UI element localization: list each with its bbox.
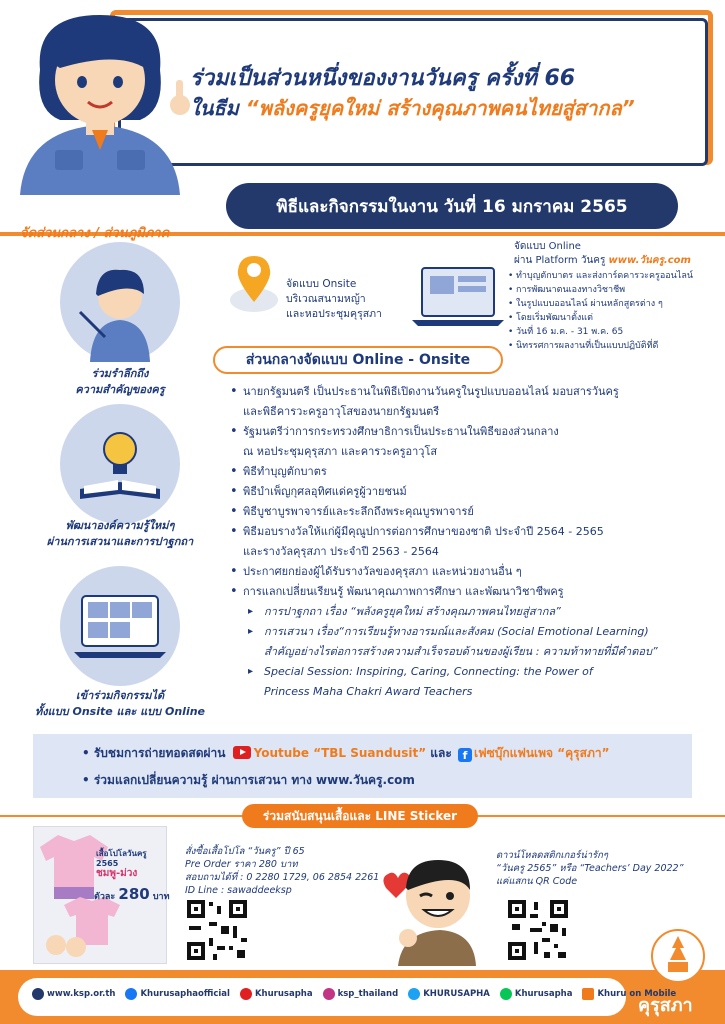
order-line: สอบถามได้ที่ : 0 2280 1729, 06 2854 2261 [185,872,380,883]
order-line: สั่งซื้อเสื้อโปโล “วันครู” ปี 65 [185,846,305,857]
footer-link-label: KHURUSAPHA [423,989,490,999]
online-heading [514,240,691,268]
list-item: และรางวัลคุรุสภา ประจำปี 2563 - 2564 [243,545,439,558]
list-item: • พิธีทำบุญตักบาตร [230,462,715,482]
footer-link-label: Khurusapha [254,989,313,999]
footer-link-instagram[interactable] [323,988,399,1000]
footer-link-facebook[interactable] [125,988,230,1000]
circle-caption-2 [20,518,220,550]
live-line-1: • รับชมการถ่ายทอดสดผ่าน Youtube “TBL Suandusit” และ f เฟซบุ๊กแฟนเพจ “คุรุสภา” [82,746,610,762]
circle-caption-3 [20,688,220,720]
download-line: แค่แสกน QR Code [496,876,578,887]
khurusapha-seal-icon [650,928,706,984]
list-item: ▸ การเสวนา เรื่อง“การเรียนรู้ทางอารมณ์และสังคม (Social Emotional Learning) [230,622,715,642]
footer-link-label: www.ksp.or.th [47,989,116,999]
globe-icon [32,988,44,1000]
caption-line: พัฒนาองค์ความรู้ใหม่ๆ [65,519,175,532]
footer-link-label: Khuru on Mobile [597,989,677,999]
footer-link-website[interactable] [32,988,115,1000]
facebook-page-link[interactable]: เฟซบุ๊กแฟนเพจ “คุรุสภา” [473,746,610,760]
youtube-channel-link[interactable]: Youtube “TBL Suandusit” [253,746,427,760]
teacher-icon [60,242,180,362]
footer-social-links [32,988,676,1000]
shirt-ad-color: ชมพู-ม่วง [96,868,138,879]
list-item: • วันที่ 16 ม.ค. - 31 พ.ค. 65 [508,325,718,339]
online-activity-list [508,269,718,353]
list-item: • ทำบุญตักบาตร และส่งการ์ดคารวะครูออนไลน์ [508,269,718,283]
online-url-link[interactable]: www.วันครู.com [608,255,691,266]
line-icon [500,988,512,1000]
facebook-icon: f [458,748,472,762]
circle-online [60,566,180,686]
header-title-line2 [190,92,635,124]
price-label: ตัวละ [94,892,116,902]
download-line: ดาวน์โหลดสติกเกอร์น่ารักๆ [496,850,609,861]
caption-line: ร่วมรำลึกถึง [91,367,149,380]
footer-link-label: Khurusapha [514,989,573,999]
footer-link-line[interactable] [500,988,573,1000]
order-line: Pre Order ราคา 280 บาท [185,859,298,870]
footer-link-youtube[interactable] [240,988,313,1000]
header-title-prefix: ในธีม [190,96,246,120]
price-value: 280 [118,885,150,903]
online-head-line [514,254,691,268]
list-item: สำคัญอย่างไรต่อการสร้างความสำเร็จรอบด้านของผู้เรียน : ความท้าทายที่มีคำตอบ” [264,645,658,658]
central-online-onsite-pill: ส่วนกลางจัดแบบ Online - Onsite [213,346,503,374]
shirt-ad-text [96,849,166,879]
header-theme-quote: “พลังครูยุคใหม่ สร้างคุณภาพคนไทยสู่สากล” [245,96,635,120]
list-item: Princess Maha Chakri Award Teachers [264,685,473,698]
onsite-line: จัดแบบ Onsite [286,278,357,290]
list-item: ณ หอประชุมคุรุสภา และคารวะครูอาวุโส [243,445,438,458]
exchange-knowledge-text: ร่วมแลกเปลี่ยนความรู้ ผ่านการเสวนา ทาง www.วันครู.com [93,773,415,787]
circle-knowledge [60,404,180,524]
live-and: และ [426,746,456,760]
price-unit: บาท [152,892,170,902]
shirt-price [94,885,170,903]
list-item: • การแลกเปลี่ยนเรียนรู้ พัฒนาคุณภาพการศึกษา และพัฒนาวิชาชีพครู [230,582,715,602]
list-item: และพิธีคารวะครูอาวุโสของนายกรัฐมนตรี [243,405,440,418]
download-line: “วันครู 2565” หรือ “Teachers’ Day 2022” [496,863,684,874]
list-item: ▸ Special Session: Inspiring, Caring, Connecting: the Power of [230,662,715,682]
order-line: ID Line : sawaddeeksp [185,885,292,896]
brand-name: คุรุสภา [638,995,693,1016]
video-conference-icon [60,566,180,686]
youtube-icon [240,988,252,1000]
list-item: • โดยเริ่มพัฒนาตั้งแต่ [508,311,718,325]
facebook-icon [125,988,137,1000]
date-banner: พิธีและกิจกรรมในงาน วันที่ 16 มกราคม 2565 [226,183,678,229]
caption-line: ความสำคัญของครู [75,383,165,396]
caption-line: เข้าร่วมกิจกรรมได้ [75,689,165,702]
list-item: • พิธีบำเพ็ญกุศลอุทิศแด่ครูผู้วายชนม์ [230,482,715,502]
support-pill: ร่วมสนับสนุนเสื้อและ LINE Sticker [242,804,478,828]
mobile-icon [582,988,594,1000]
footer-link-label: Khurusaphaofficial [140,989,230,999]
qr-code-line-id[interactable] [185,898,249,962]
live-prefix: รับชมการถ่ายทอดสดผ่าน [93,746,230,760]
list-item: ▸ การปาฐกถา เรื่อง “พลังครูยุคใหม่ สร้างคุณภาพคนไทยสู่สากล” [230,602,715,622]
onsite-line: บริเวณสนามหญ้า [286,293,366,305]
youtube-icon [233,746,251,759]
main-activity-list [230,382,715,702]
sticker-character-icon [378,848,478,966]
footer-link-twitter[interactable] [408,988,490,1000]
online-platform-label: ผ่าน Platform วันครู [514,255,609,266]
central-regional-label: จัดส่วนกลาง / ส่วนภูมิภาค [20,226,170,241]
qr-code-sticker[interactable] [506,898,570,962]
list-item: • รัฐมนตรีว่าการกระทรวงศึกษาธิการเป็นประธานในพิธีของส่วนกลาง [230,422,715,442]
instagram-icon [323,988,335,1000]
online-head-line: จัดแบบ Online [514,241,581,252]
list-item: • ประกาศยกย่องผู้ได้รับรางวัลของคุรุสภา และหน่วยงานอื่น ๆ [230,562,715,582]
sticker-download-info [496,849,684,888]
shirt-ad-image [33,826,170,964]
list-item: • การพัฒนาตนเองทางวิชาชีพ [508,283,718,297]
onsite-line: และหอประชุมคุรุสภา [286,308,382,320]
map-pin-icon [228,252,284,316]
list-item: • พิธีบูชาบูรพาจารย์และระลึกถึงพระคุณบูรพาจารย์ [230,502,715,522]
twitter-icon [408,988,420,1000]
teacher-mascot-icon [0,10,200,195]
list-item: • ในรูปแบบออนไลน์ ผ่านหลักสูตรต่าง ๆ [508,297,718,311]
order-info [185,845,379,897]
caption-line: ทั้งแบบ Onsite และ แบบ Online [34,705,206,718]
circle-teacher [60,242,180,362]
laptop-icon [408,264,508,330]
book-lightbulb-icon [60,404,180,524]
circle-caption-1 [20,366,220,398]
shirt-ad-head: เสื้อโปโลวันครู 2565 [96,849,147,868]
list-item: • พิธีมอบรางวัลให้แก่ผู้มีคุณูปการต่อการศึกษาของชาติ ประจำปี 2564 - 2565 [230,522,715,542]
header-title-line1: ร่วมเป็นส่วนหนึ่งของงานวันครู ครั้งที่ 66 [190,66,576,91]
footer-link-label: ksp_thailand [337,989,399,999]
live-line-2: • ร่วมแลกเปลี่ยนความรู้ ผ่านการเสวนา ทาง www.วันครู.com [82,773,415,787]
onsite-text [286,277,382,322]
list-item: • นายกรัฐมนตรี เป็นประธานในพิธีเปิดงานวันครูในรูปแบบออนไลน์ มอบสารวันครู [230,382,715,402]
caption-line: ผ่านการเสวนาและการปาฐกถา [46,535,194,548]
list-item: • นิทรรศการผลงานที่เป็นแบบปฏิบัติที่ดี [508,339,718,353]
